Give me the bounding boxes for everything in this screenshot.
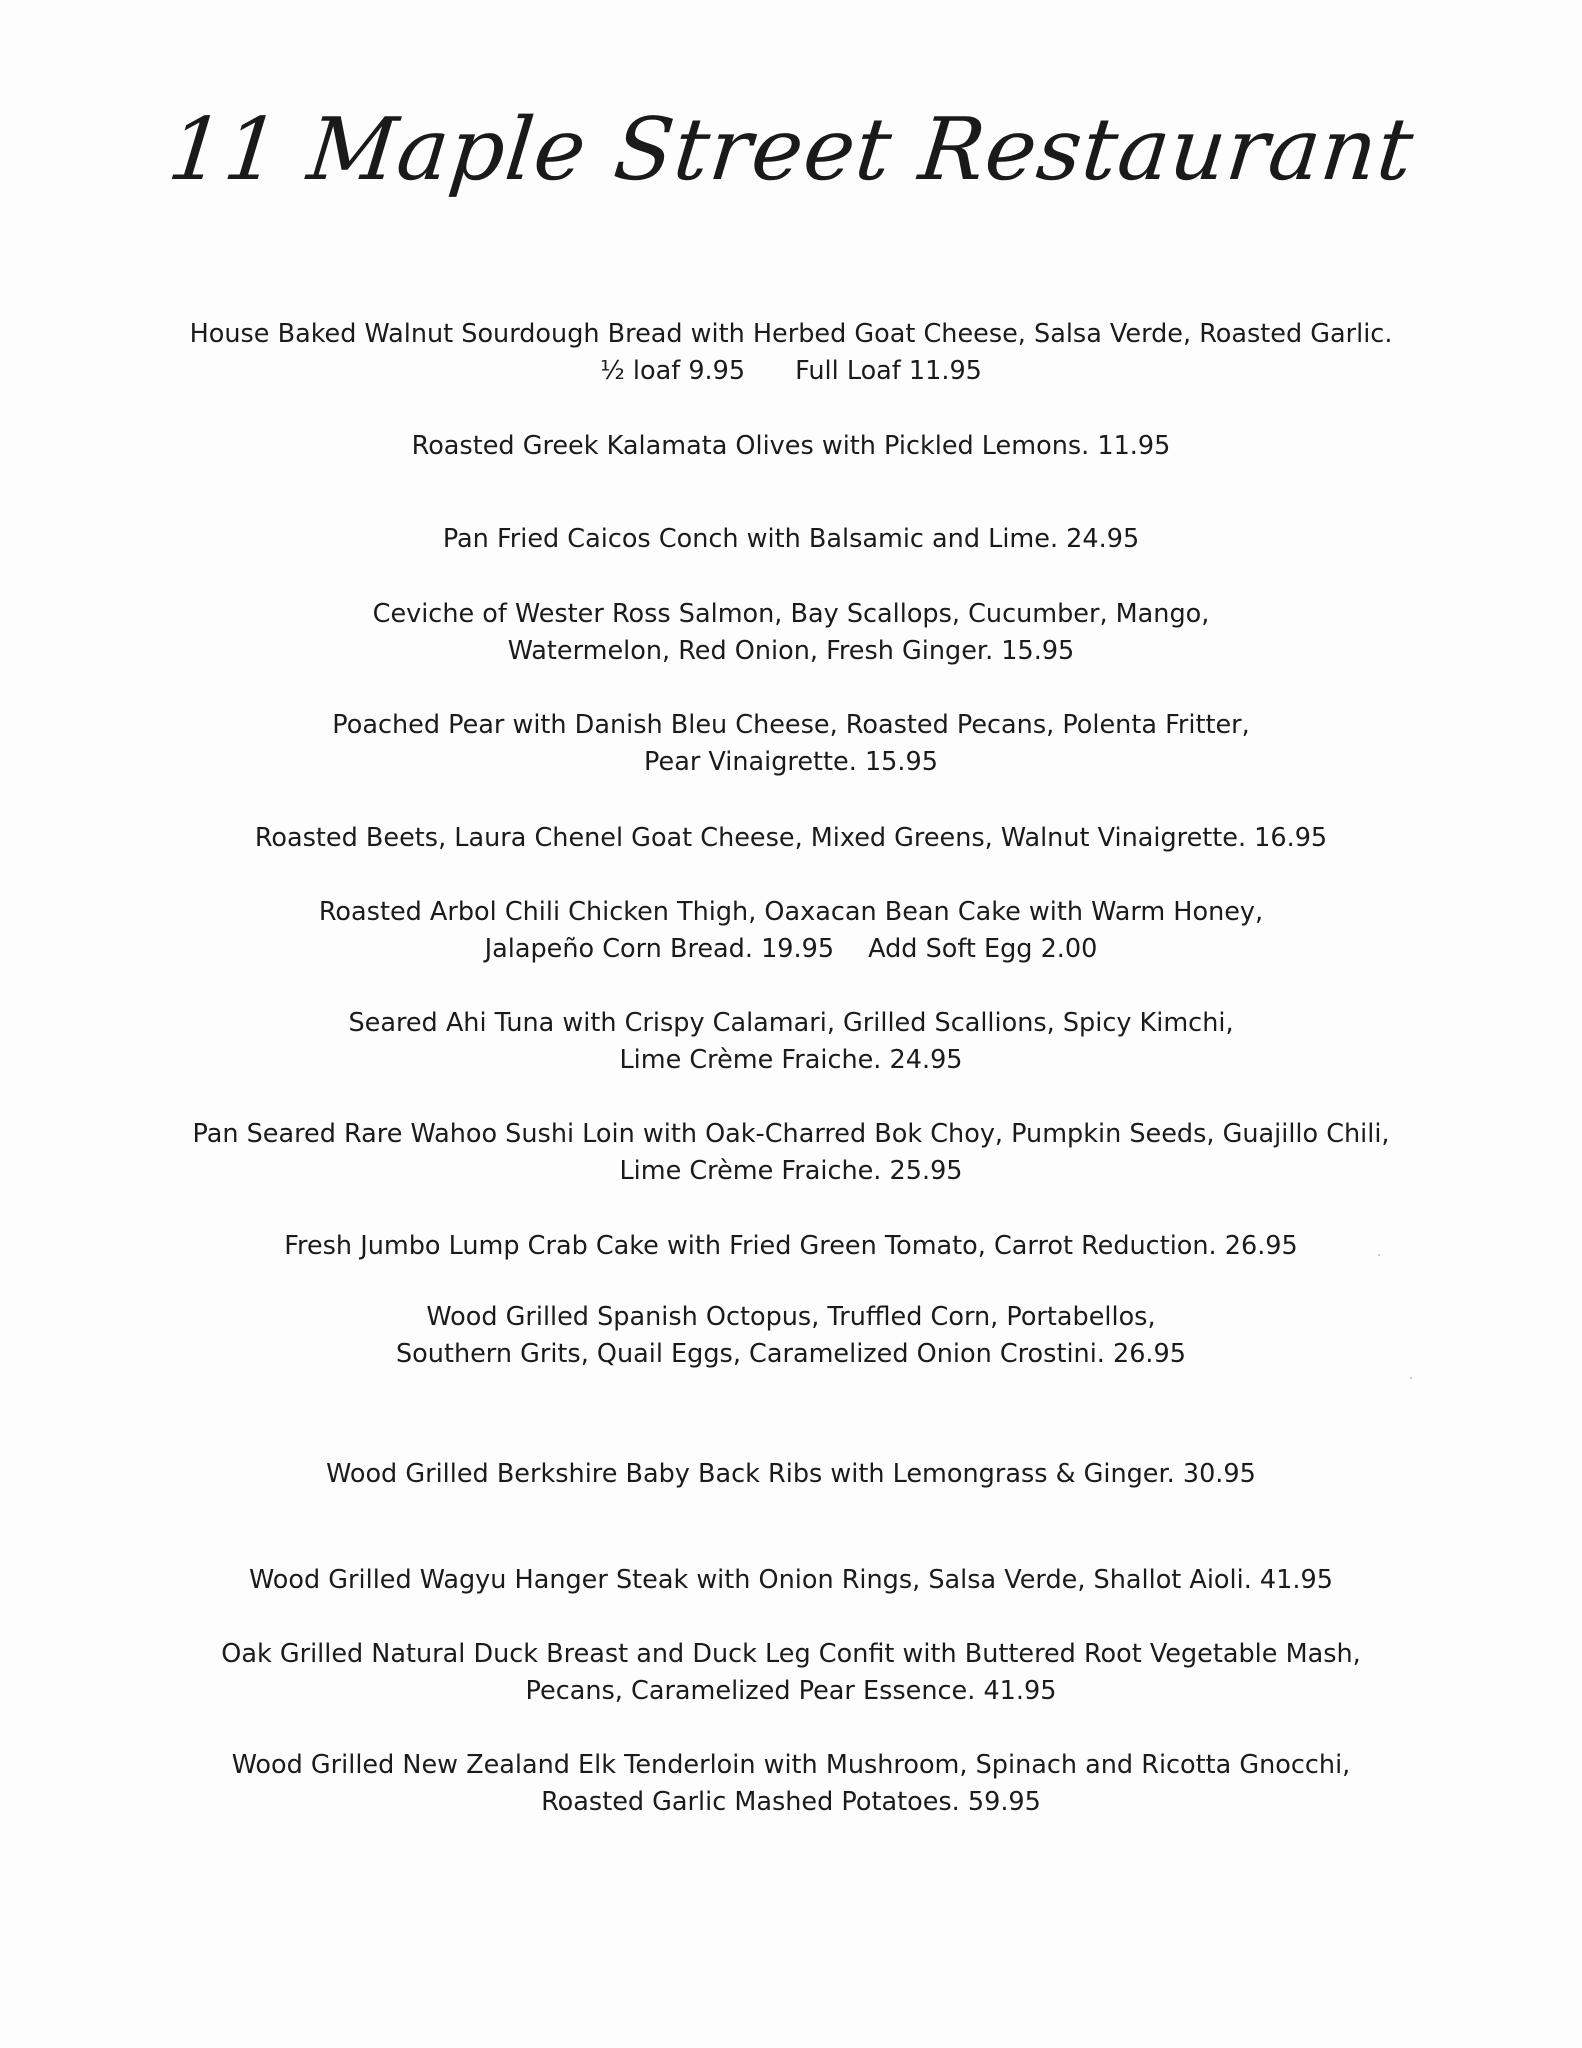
menu-item-description-cont — [0, 931, 1582, 968]
menu-item-description: Fresh Jumbo Lump Crab Cake with Fried Green Tomato, Carrot Reduction. 26.95 — [284, 1231, 1298, 1261]
menu-item-ahi-tuna — [0, 1005, 1582, 1079]
menu-item-kalamata-olives — [0, 428, 1582, 465]
menu-item-description: Roasted Greek Kalamata Olives with Pickled Lemons. 11.95 — [411, 431, 1171, 461]
menu-item-description: Wood Grilled Wagyu Hanger Steak with Onion Rings, Salsa Verde, Shallot Aioli. 41.95 — [249, 1565, 1333, 1595]
menu-item-description-cont: Watermelon, Red Onion, Fresh Ginger. 15.95 — [507, 636, 1075, 666]
menu-item-spanish-octopus — [0, 1299, 1582, 1373]
menu-item-description: House Baked Walnut Sourdough Bread with Herbed Goat Cheese, Salsa Verde, Roasted Garlic. — [189, 319, 1393, 349]
menu-item-description: Roasted Beets, Laura Chenel Goat Cheese, Mixed Greens, Walnut Vinaigrette. 16.95 — [254, 823, 1328, 853]
menu-item-description-cont: Pecans, Caramelized Pear Essence. 41.95 — [525, 1676, 1057, 1706]
menu-item-wagyu-hanger-steak — [0, 1562, 1582, 1599]
menu-item-baby-back-ribs — [0, 1456, 1582, 1493]
soft-egg-addon: Add Soft Egg 2.00 — [868, 934, 1098, 964]
menu-item-duck-breast — [0, 1636, 1582, 1710]
menu-item-roasted-beets — [0, 820, 1582, 857]
restaurant-title: 11 Maple Street Restaurant — [163, 100, 1419, 200]
corn-bread-price: Jalapeño Corn Bread. 19.95 — [484, 934, 835, 964]
menu-item-description: Wood Grilled New Zealand Elk Tenderloin with Mushroom, Spinach and Ricotta Gnocchi, — [231, 1750, 1351, 1780]
menu-item-caicos-conch — [0, 521, 1582, 558]
menu-item-description: Roasted Arbol Chili Chicken Thigh, Oaxacan Bean Cake with Warm Honey, — [318, 897, 1264, 927]
menu-item-description: Oak Grilled Natural Duck Breast and Duck Leg Confit with Buttered Root Vegetable Mash, — [221, 1639, 1361, 1669]
menu-item-description-cont: Pear Vinaigrette. 15.95 — [644, 747, 938, 777]
menu-item-description-cont: Southern Grits, Quail Eggs, Caramelized Onion Crostini. 26.95 — [396, 1339, 1186, 1369]
menu-item-salmon-ceviche — [0, 596, 1582, 670]
menu-item-description: Ceviche of Wester Ross Salmon, Bay Scallops, Cucumber, Mango, — [372, 599, 1210, 629]
menu-item-description-cont: Lime Crème Fraiche. 25.95 — [619, 1156, 963, 1186]
menu-item-description: Poached Pear with Danish Bleu Cheese, Roasted Pecans, Polenta Fritter, — [332, 710, 1250, 740]
scan-speck — [1378, 1254, 1380, 1256]
full-loaf-price: Full Loaf 11.95 — [795, 356, 982, 386]
menu-item-description: Pan Fried Caicos Conch with Balsamic and Lime. 24.95 — [442, 524, 1140, 554]
menu-item-crab-cake — [0, 1228, 1582, 1265]
scan-speck — [1410, 1377, 1412, 1379]
menu-item-elk-tenderloin — [0, 1747, 1582, 1821]
menu-item-walnut-sourdough — [0, 316, 1582, 390]
menu-item-description: Wood Grilled Berkshire Baby Back Ribs with Lemongrass & Ginger. 30.95 — [326, 1459, 1256, 1489]
menu-item-description-cont: Lime Crème Fraiche. 24.95 — [619, 1045, 963, 1075]
menu-item-description: Pan Seared Rare Wahoo Sushi Loin with Oak-Charred Bok Choy, Pumpkin Seeds, Guajillo Chili, — [192, 1119, 1390, 1149]
menu-item-description-cont: Roasted Garlic Mashed Potatoes. 59.95 — [541, 1787, 1041, 1817]
menu-item-prices — [0, 353, 1582, 390]
menu-item-arbol-chicken — [0, 894, 1582, 968]
menu-item-description: Seared Ahi Tuna with Crispy Calamari, Grilled Scallions, Spicy Kimchi, — [348, 1008, 1234, 1038]
menu-item-wahoo-sushi-loin — [0, 1116, 1582, 1190]
half-loaf-price: ½ loaf 9.95 — [600, 356, 746, 386]
menu-item-poached-pear — [0, 707, 1582, 781]
menu-item-description: Wood Grilled Spanish Octopus, Truffled Corn, Portabellos, — [426, 1302, 1156, 1332]
